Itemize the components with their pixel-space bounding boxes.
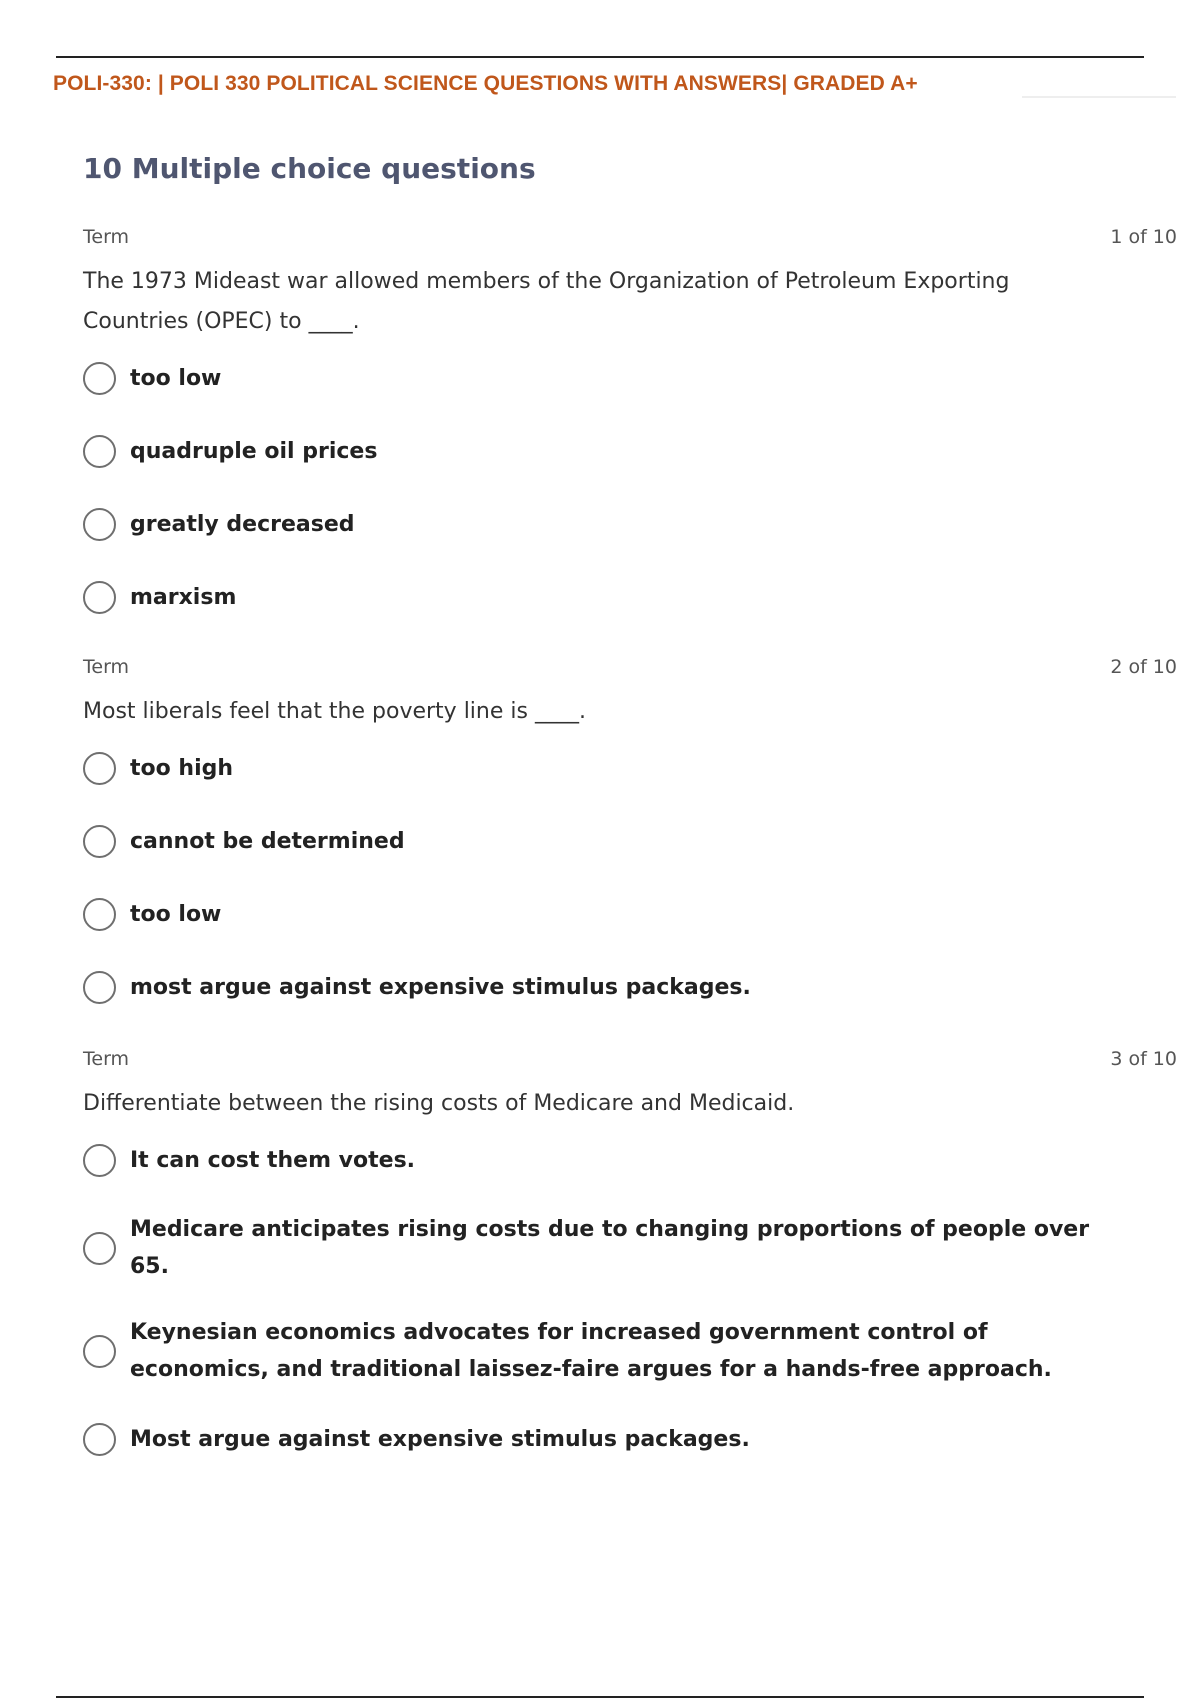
option-label: It can cost them votes. [130,1147,416,1173]
question-counter: 1 of 10 [1110,226,1177,248]
radio-button[interactable] [83,898,116,931]
radio-button[interactable] [83,752,116,785]
answer-option[interactable] [83,965,1177,1009]
question-card [83,656,1177,1038]
answer-option[interactable] [83,356,1177,400]
term-label: Term [83,1048,130,1070]
top-rule [56,56,1144,58]
radio-button[interactable] [83,971,116,1004]
option-label: greatly decreased [130,511,355,537]
question-prompt: Differentiate between the rising costs of Medicare and Medicaid. [83,1091,795,1116]
radio-button[interactable] [83,508,116,541]
question-prompt: Most liberals feel that the poverty line is ____. [83,699,586,724]
question-counter: 3 of 10 [1110,1048,1177,1070]
question-meta [83,226,1177,256]
question-prompt: The 1973 Mideast war allowed members of the Organization of Petroleum Exporting Countries (OPEC) to ____. [83,269,1010,334]
radio-button[interactable] [83,581,116,614]
question-meta [83,656,1177,686]
answer-options [83,1138,1177,1461]
option-label: quadruple oil prices [130,438,378,464]
option-label: marxism [130,584,237,610]
option-label: most argue against expensive stimulus packages. [130,974,751,1000]
option-label: cannot be determined [130,828,405,854]
question-meta [83,1048,1177,1078]
header-divider [1022,96,1176,98]
answer-option[interactable] [83,502,1177,546]
answer-option[interactable] [83,1314,1177,1388]
term-label: Term [83,226,130,248]
radio-button[interactable] [83,1232,116,1265]
option-label: Keynesian economics advocates for increased government control of economics, and traditional laissez-faire argues for a hands-free approach. [130,1320,1052,1382]
option-label: too low [130,901,222,927]
answer-option[interactable] [83,1417,1177,1461]
radio-button[interactable] [83,435,116,468]
option-label: too high [130,755,234,781]
answer-option[interactable] [83,1138,1177,1182]
question-card [83,226,1177,648]
answer-option[interactable] [83,575,1177,619]
section-title: 10 Multiple choice questions [83,152,536,185]
radio-button[interactable] [83,362,116,395]
answer-option[interactable] [83,429,1177,473]
answer-option[interactable] [83,746,1177,790]
radio-button[interactable] [83,1335,116,1368]
answer-options [83,746,1177,1009]
radio-button[interactable] [83,1144,116,1177]
radio-button[interactable] [83,825,116,858]
question-card [83,1048,1177,1490]
answer-option[interactable] [83,1211,1177,1285]
document-header: POLI-330: | POLI 330 POLITICAL SCIENCE QUESTIONS WITH ANSWERS| GRADED A+ [53,72,918,95]
option-label: Most argue against expensive stimulus packages. [130,1426,750,1452]
option-label: Medicare anticipates rising costs due to changing proportions of people over 65. [130,1217,1090,1279]
bottom-rule [56,1696,1144,1698]
question-counter: 2 of 10 [1110,656,1177,678]
answer-options [83,356,1177,619]
option-label: too low [130,365,222,391]
answer-option[interactable] [83,819,1177,863]
radio-button[interactable] [83,1423,116,1456]
answer-option[interactable] [83,892,1177,936]
term-label: Term [83,656,130,678]
